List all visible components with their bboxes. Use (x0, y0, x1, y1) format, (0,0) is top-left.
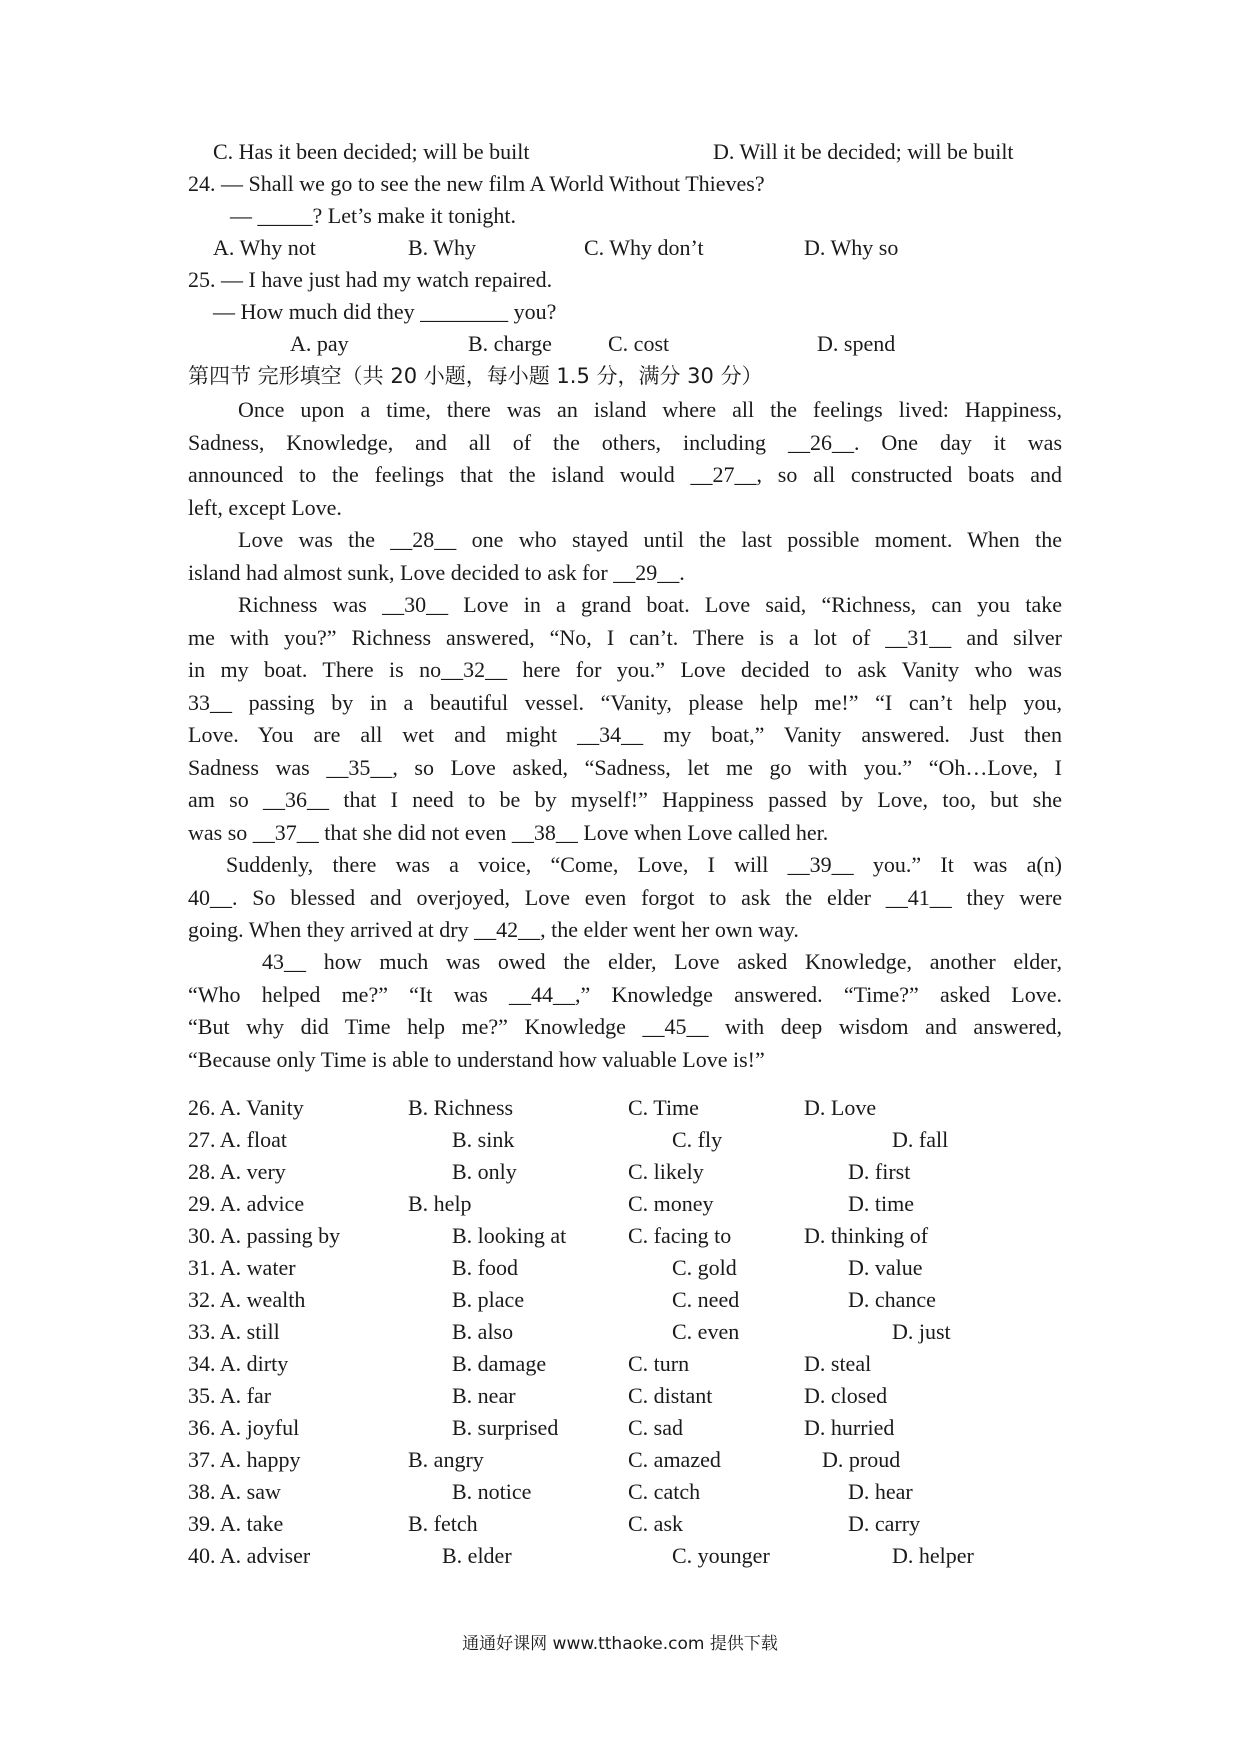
q24-option-c: C. Why don’t (584, 235, 704, 260)
option-a: 30. A. passing by (188, 1223, 341, 1248)
option-a: 33. A. still (188, 1319, 280, 1344)
option-d: D. fall (892, 1127, 949, 1152)
q25-option-d: D. spend (817, 331, 896, 356)
option-b: B. angry (408, 1447, 484, 1472)
q24-option-b: B. Why (408, 235, 477, 260)
passage-line: “Because only Time is able to understand how valuable Love is!” (188, 1046, 765, 1072)
passage-line: Sadness, Knowledge, and all of the others, including __26__. One day it was (188, 429, 1062, 455)
section-title: 第四节 完形填空（共 20 小题，每小题 1.5 分，满分 30 分） (188, 364, 763, 388)
option-d: D. proud (822, 1447, 901, 1472)
option-c: C. catch (628, 1479, 701, 1504)
option-a: 28. A. very (188, 1159, 286, 1184)
passage-line: “Who helped me?” “It was __44__,” Knowledge answered. “Time?” asked Love. (188, 981, 1062, 1007)
option-b: B. food (452, 1255, 518, 1280)
passage-paragraph-3 (188, 589, 1062, 849)
option-d: D. steal (804, 1351, 872, 1376)
q25-option-c: C. cost (608, 331, 670, 356)
option-c: C. gold (672, 1255, 737, 1280)
option-c: C. facing to (628, 1223, 732, 1248)
passage-line: 40__. So blessed and overjoyed, Love even forgot to ask the elder __41__ they were (188, 884, 1062, 910)
option-a: 37. A. happy (188, 1447, 301, 1472)
option-a: 36. A. joyful (188, 1415, 300, 1440)
q25-option-a: A. pay (290, 331, 349, 356)
passage-line: was so __37__ that she did not even __38__ Love when Love called her. (188, 819, 829, 845)
option-a: 26. A. Vanity (188, 1095, 304, 1120)
option-a: 34. A. dirty (188, 1351, 289, 1376)
q24-option-a: A. Why not (213, 235, 316, 260)
passage-paragraph-2 (188, 524, 1062, 589)
passage-line: announced to the feelings that the island would __27__, so all constructed boats and (188, 462, 1062, 487)
passage-line: left, except Love. (188, 494, 342, 520)
option-d: D. value (848, 1255, 923, 1280)
option-a: 39. A. take (188, 1511, 284, 1536)
option-b: B. also (452, 1319, 514, 1344)
option-d: D. hurried (804, 1415, 895, 1440)
passage-line: Love was the __28__ one who stayed until the last possible moment. When the (238, 527, 1062, 552)
option-b: B. fetch (408, 1511, 478, 1536)
passage-line: Suddenly, there was a voice, “Come, Love, I will __39__ you.” It was a(n) (226, 852, 1062, 877)
option-b: B. Richness (408, 1095, 514, 1120)
option-d: D. Love (804, 1095, 877, 1120)
option-d: D. helper (892, 1543, 974, 1568)
option-d: D. thinking of (804, 1223, 929, 1248)
passage-line: 43__ how much was owed the elder, Love asked Knowledge, another elder, (262, 949, 1062, 974)
passage-line: 33__ passing by in a beautiful vessel. “Vanity, please help me!” “I can’t help you, (188, 689, 1062, 715)
passage-paragraph-5 (188, 946, 1062, 1076)
passage-line: “But why did Time help me?” Knowledge __45__ with deep wisdom and answered, (188, 1014, 1062, 1039)
option-a: 40. A. adviser (188, 1543, 311, 1568)
passage-line: am so __36__ that I need to be by myself!” Happiness passed by Love, too, but she (188, 787, 1062, 812)
option-d: D. closed (804, 1383, 888, 1408)
option-d: D. carry (848, 1511, 921, 1536)
option-a: 32. A. wealth (188, 1287, 306, 1312)
option-d: D. chance (848, 1287, 936, 1312)
option-c: C. turn (628, 1351, 690, 1376)
q25-stem: 25. — I have just had my watch repaired. (188, 267, 553, 292)
option-b: B. sink (452, 1127, 515, 1152)
option-c: C. younger (672, 1543, 770, 1568)
option-a: 38. A. saw (188, 1479, 281, 1504)
option-d: D. hear (848, 1479, 913, 1504)
option-b: B. surprised (452, 1415, 559, 1440)
footer-watermark: 通通好课网 www.tthaoke.com 提供下载 (462, 1634, 778, 1654)
option-c: C. distant (628, 1383, 713, 1408)
option-c: C. likely (628, 1159, 704, 1184)
option-d: D. first (848, 1159, 911, 1184)
q23-option-c: C. Has it been decided; will be built (213, 139, 530, 164)
option-b: B. damage (452, 1351, 547, 1376)
option-b: B. only (452, 1159, 517, 1184)
passage-paragraph-4 (188, 849, 1062, 947)
option-c: C. sad (628, 1415, 683, 1440)
option-b: B. near (452, 1383, 516, 1408)
option-b: B. notice (452, 1479, 532, 1504)
q25-option-b: B. charge (468, 331, 552, 356)
passage-line: going. When they arrived at dry __42__, the elder went her own way. (188, 917, 799, 942)
option-a: 27. A. float (188, 1127, 287, 1152)
q24-reply: — _____? Let’s make it tonight. (230, 203, 516, 228)
passage-line: in my boat. There is no__32__ here for you.” Love decided to ask Vanity who was (188, 657, 1062, 682)
passage-line: Love. You are all wet and might __34__ my boat,” Vanity answered. Just then (188, 722, 1062, 747)
option-c: C. even (672, 1319, 740, 1344)
option-c: C. need (672, 1287, 740, 1312)
passage-line: Sadness was __35__, so Love asked, “Sadness, let me go with you.” “Oh…Love, I (188, 754, 1062, 780)
option-a: 35. A. far (188, 1383, 272, 1408)
passage-line: me with you?” Richness answered, “No, I can’t. There is a lot of __31__ and silver (188, 624, 1062, 650)
option-a: 29. A. advice (188, 1191, 305, 1216)
q23-option-d: D. Will it be decided; will be built (713, 139, 1014, 164)
option-a: 31. A. water (188, 1255, 296, 1280)
option-c: C. ask (628, 1511, 683, 1536)
passage-line: island had almost sunk, Love decided to ask for __29__. (188, 559, 685, 585)
option-b: B. help (408, 1191, 472, 1216)
option-c: C. amazed (628, 1447, 721, 1472)
option-b: B. looking at (452, 1223, 567, 1248)
option-b: B. elder (442, 1543, 512, 1568)
passage-line: Once upon a time, there was an island where all the feelings lived: Happiness, (238, 397, 1062, 422)
option-c: C. money (628, 1191, 714, 1216)
q24-option-d: D. Why so (804, 235, 899, 260)
option-b: B. place (452, 1287, 525, 1312)
passage-paragraph-1 (188, 394, 1062, 524)
passage-line: Richness was __30__ Love in a grand boat. Love said, “Richness, can you take (238, 592, 1062, 617)
option-c: C. Time (628, 1095, 699, 1120)
option-d: D. just (892, 1319, 951, 1344)
option-d: D. time (848, 1191, 914, 1216)
option-c: C. fly (672, 1127, 723, 1152)
q24-stem: 24. — Shall we go to see the new film A World Without Thieves? (188, 171, 765, 196)
q25-reply: — How much did they ________ you? (213, 299, 557, 324)
